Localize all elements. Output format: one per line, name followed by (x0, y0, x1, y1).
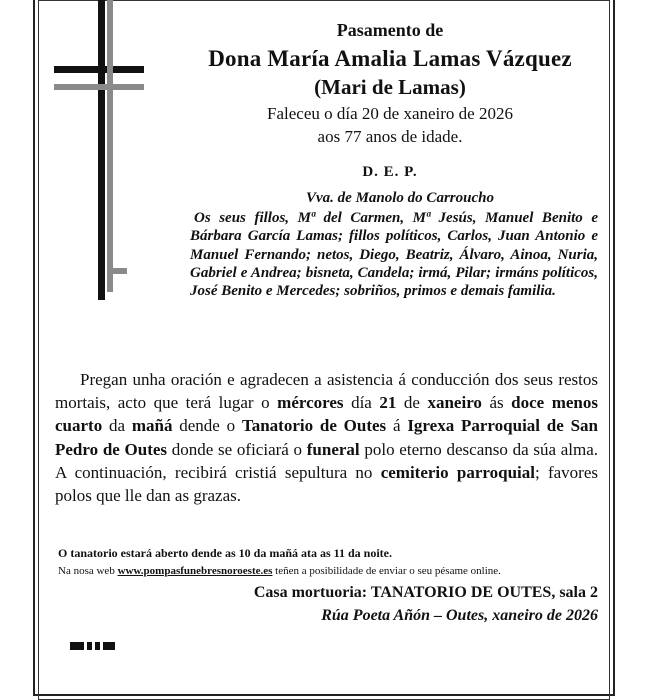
web-note: Na nosa web www.pompasfunebresnoroeste.es teñen a posibilidade de enviar o seu pésame online. (58, 565, 501, 577)
cross-gray-stub (107, 268, 127, 274)
deceased-nickname: (Mari de Lamas) (314, 75, 466, 99)
website-link[interactable]: www.pompasfunebresnoroeste.es (117, 565, 273, 577)
opening-hours-note: O tanatorio estará aberto dende as 10 da mañá ata as 11 da noite. (58, 546, 392, 560)
death-date: Faleceu o día 20 de xaneiro de 2026 (267, 104, 513, 123)
deceased-name: Dona María Amalia Lamas Vázquez (208, 46, 572, 71)
logo-fragment-icon (70, 640, 140, 650)
heading-passing: Pasamento de (336, 20, 444, 40)
ceremony-announcement: Pregan unha oración e agradecen a asistencia á conducción dos seus restos mortais, acto que terá lugar o mércores día 21 de xaneiro ás doce menos cuarto da mañá dende o Tanatorio de Outes á Igrexa Parroquial de San Pedro de Outes donde se oficiará o funeral polo eterno descanso da súa alma. A continuación, recibirá cristiá sepultura no cemiterio parroquial; favores polos que lle dan as grazas. (55, 370, 599, 506)
age-at-death: aos 77 anos de idade. (317, 127, 463, 146)
cross-icon (50, 0, 150, 300)
cross-vertical-gray (107, 0, 113, 292)
mortuary-house: Casa mortuoria: TANATORIO DE OUTES, sala 2 (253, 584, 598, 601)
family-list: Os seus fillos, Mª del Carmen, Mª Jesús, Manuel Benito e Bárbara García Lamas; fillos políticos, Carlos, Juan Antonio e Manuel Fernando; netos, Diego, Beatriz, Álvaro, Ainoa, Nuria, Gabriel e Andrea; bisneta, Candela; irmá, Pilar; irmáns políticos, José Benito e Mercedes; sobriños, primos e demais familia. (190, 210, 598, 300)
widow-line: Vva. de Manolo do Carroucho (306, 190, 494, 206)
rip-label: D. E. P. (362, 164, 418, 180)
address-date: Rúa Poeta Añón – Outes, xaneiro de 2026 (321, 607, 598, 624)
cross-horizontal-gray (54, 84, 144, 90)
cross-horizontal-dark (54, 66, 144, 73)
cross-vertical-dark (98, 0, 105, 300)
